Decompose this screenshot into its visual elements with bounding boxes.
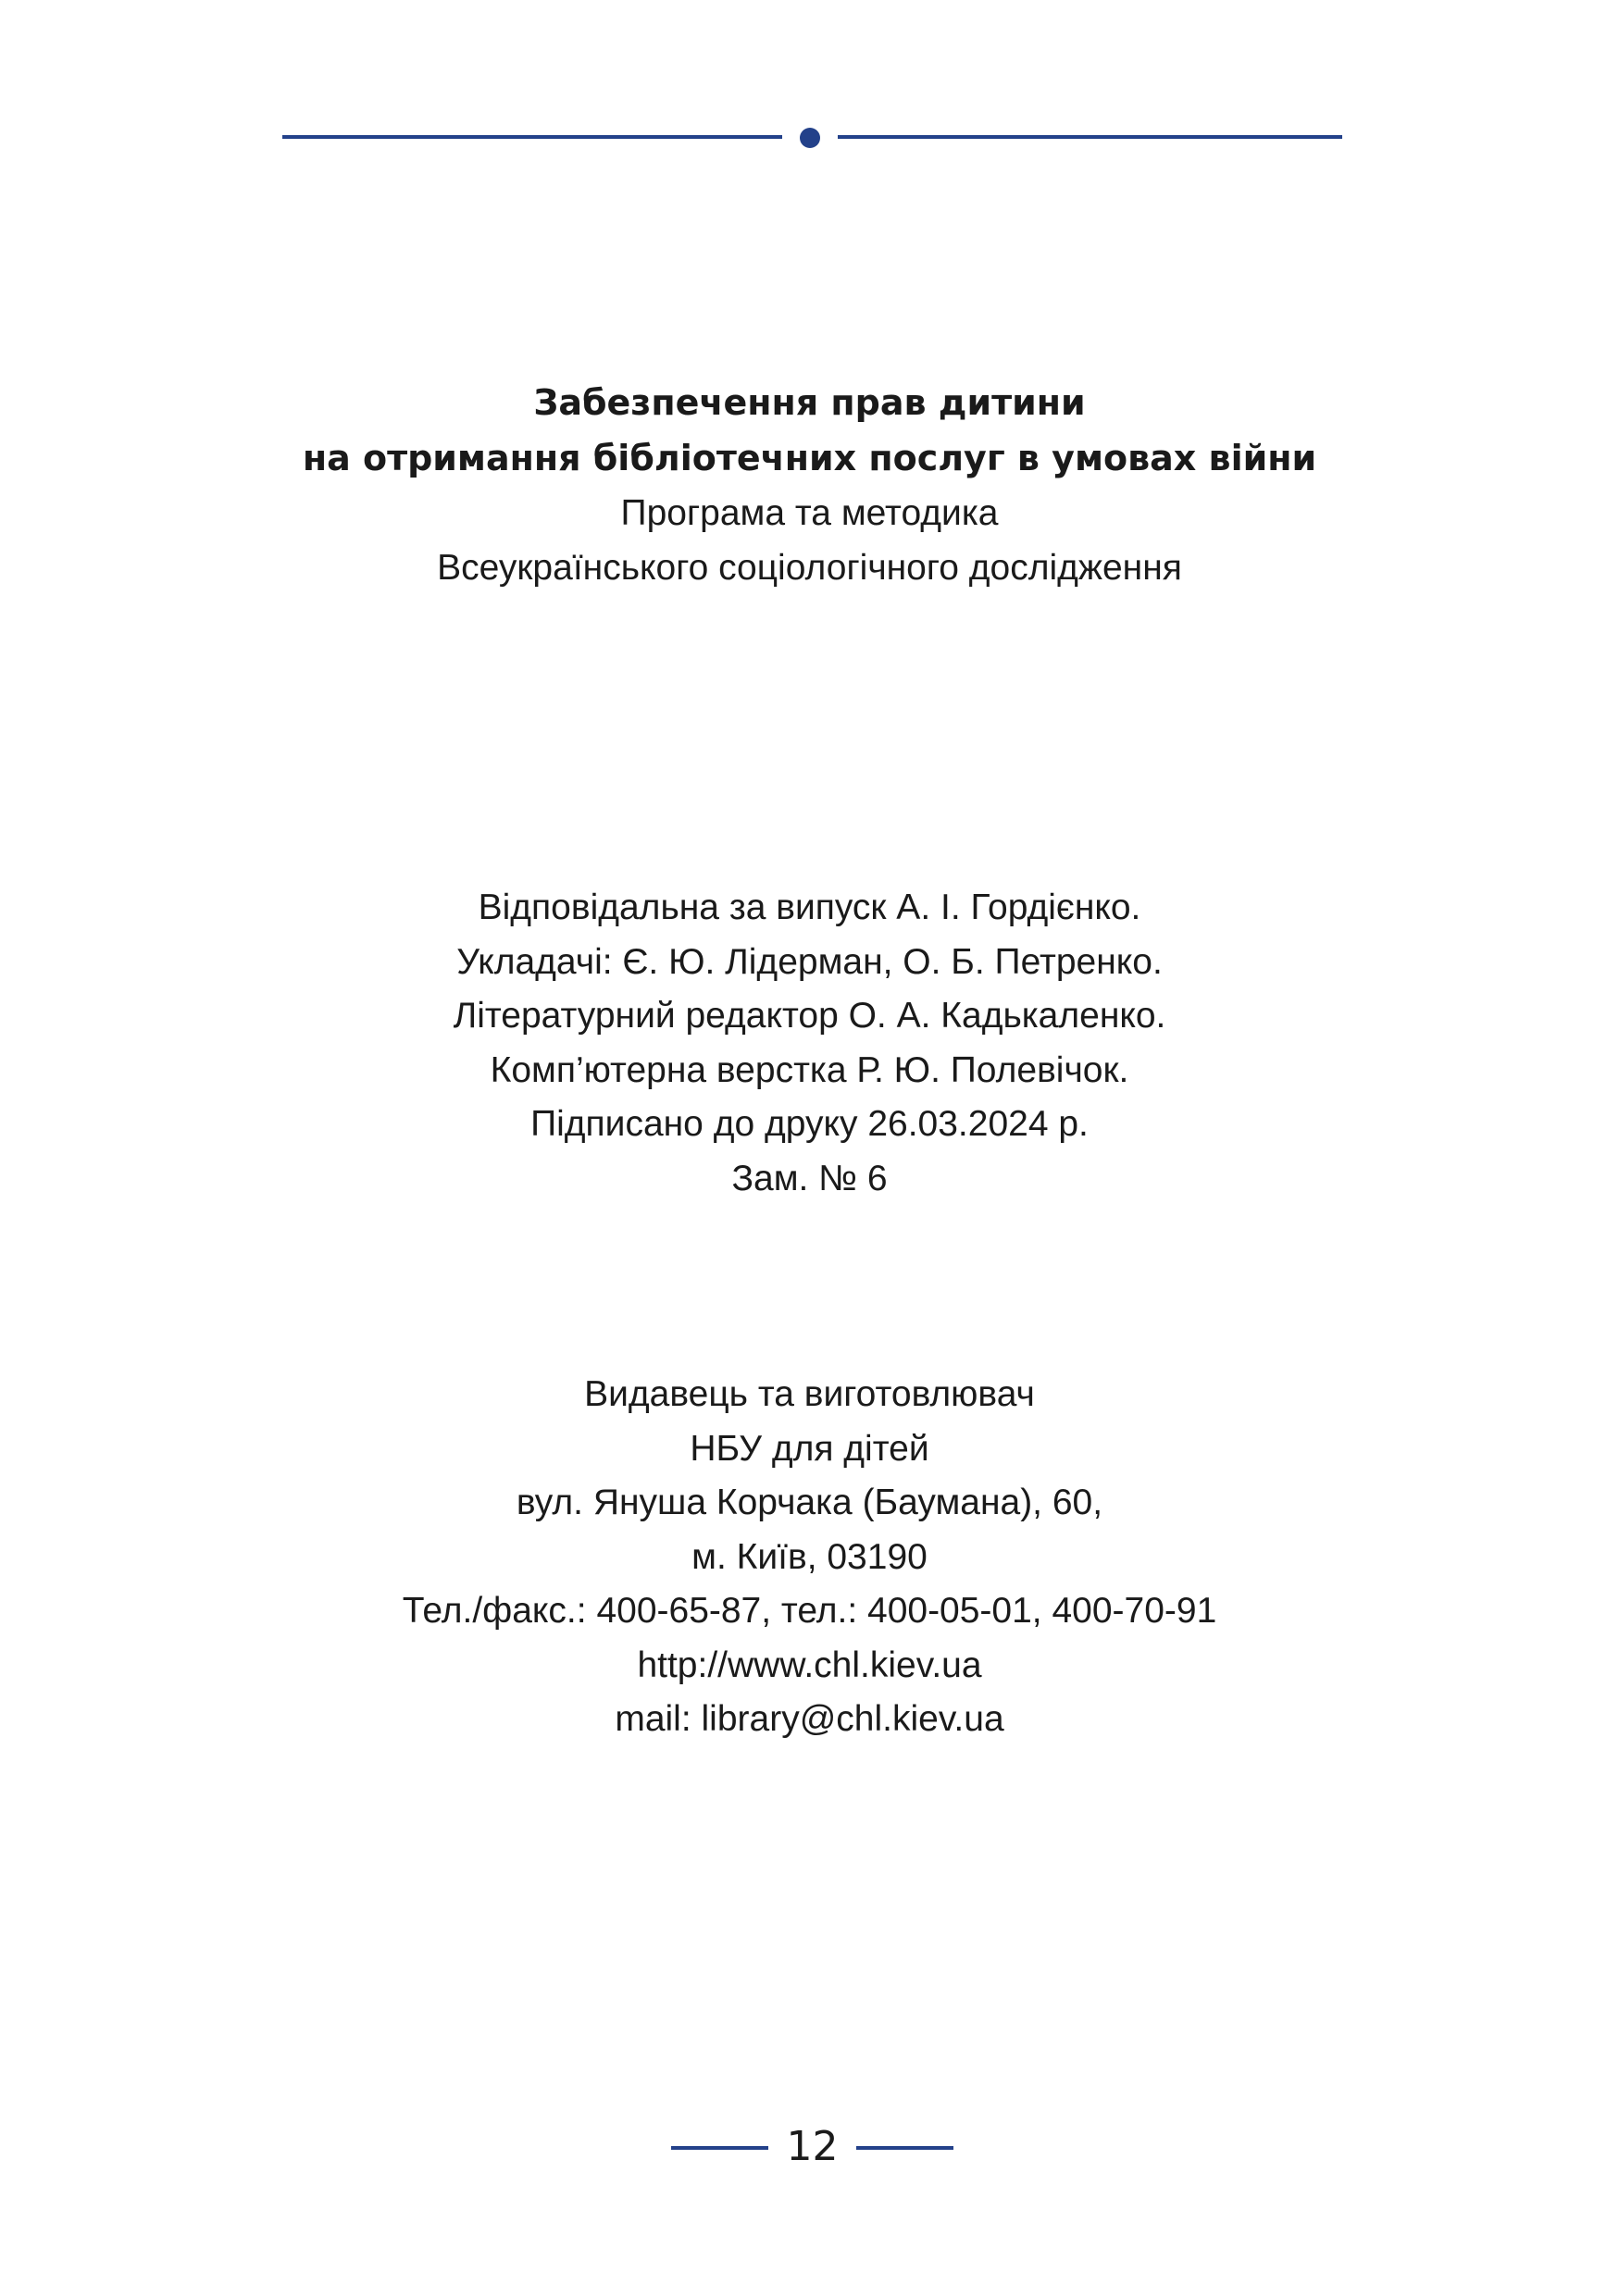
publisher-city: м. Київ, 03190	[691, 1536, 928, 1577]
credit-editor: Літературний редактор О. А. Кадькаленко.	[453, 996, 1166, 1036]
publisher-street: вул. Януша Корчака (Баумана), 60,	[516, 1483, 1103, 1522]
publisher-role: Видавець та виготовлювач	[584, 1374, 1035, 1414]
page-footer	[671, 2119, 949, 2175]
title-block	[0, 375, 1619, 595]
publisher-website: http://www.chl.kiev.ua	[637, 1644, 982, 1685]
credit-compilers: Укладачі: Є. Ю. Лідерман, О. Б. Петренко.	[456, 941, 1163, 982]
title-line-1: Забезпечення прав дитини	[533, 382, 1086, 423]
credit-signed-date: Підписано до друку 26.03.2024 р.	[530, 1104, 1089, 1144]
publisher-phones: Тел./факс.: 400-65-87, тел.: 400-05-01, 400-70-91	[402, 1591, 1217, 1631]
credit-order-number: Зам. № 6	[731, 1158, 888, 1198]
page-number: 12	[786, 2123, 839, 2170]
subtitle-line-1: Програма та методика	[620, 493, 999, 533]
header-decoration	[282, 128, 1342, 146]
publisher-name: НБУ для дітей	[690, 1428, 929, 1469]
credit-layout: Комп’ютерна верстка Р. Ю. Полевічок.	[490, 1049, 1129, 1090]
credit-responsible: Відповідальна за випуск А. І. Гордієнко.	[478, 887, 1141, 927]
header-rule-right	[838, 135, 1342, 139]
title-line-2: на отримання бібліотечних послуг в умовах війни	[302, 438, 1317, 478]
publisher-email: mail: library@chl.kiev.ua	[615, 1699, 1004, 1739]
footer-rule-left	[671, 2146, 768, 2150]
footer-rule-right	[856, 2146, 953, 2150]
publisher-block	[0, 1368, 1619, 1747]
subtitle-line-2: Всеукраїнського соціологічного дослідження	[437, 548, 1182, 588]
header-rule-left	[282, 135, 782, 139]
credits-block	[0, 881, 1619, 1206]
header-dot-icon	[800, 128, 820, 148]
